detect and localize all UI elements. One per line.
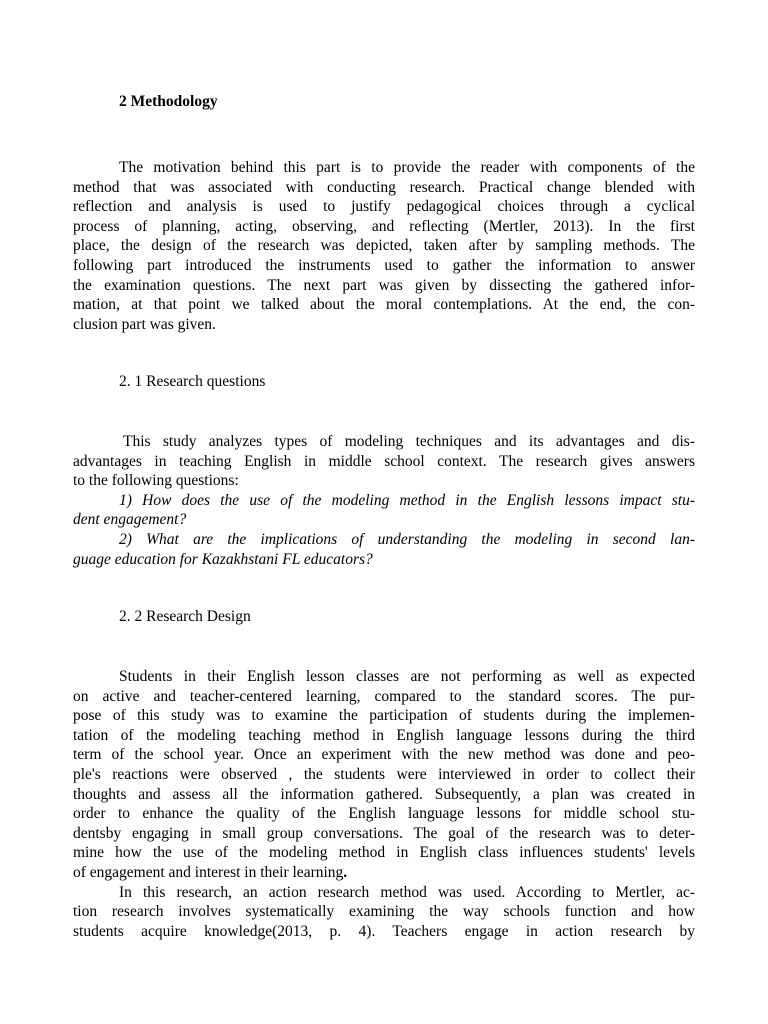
methodology-intro-paragraph: [73, 158, 695, 334]
text-line: place, the design of the research was depicted, taken after by sampling methods. The: [73, 237, 695, 255]
text-line: tation of the modeling teaching method in English language lessons during the third: [73, 726, 695, 744]
text-line: the examination questions. The next part was given by dissecting the gathered infor-: [73, 276, 695, 294]
text-line: on active and teacher-centered learning, compared to the standard scores. The pur-: [73, 687, 695, 705]
bold-period: .: [343, 863, 348, 881]
text-line: [73, 863, 695, 883]
research-design-heading: 2. 2 Research Design: [119, 608, 251, 625]
text-line: process of planning, acting, observing, and reflecting (Mertler, 2013). In the first: [73, 217, 695, 235]
text-line: term of the school year. Once an experiment with the new method was done and peo-: [73, 746, 695, 764]
text-line: method that was associated with conducting research. Practical change blended with: [73, 178, 695, 196]
research-design-paragraph: [73, 667, 695, 941]
question-1-line: 1) How does the use of the modeling method in the English lessons impact stu-: [119, 491, 695, 509]
text-line: In this research, an action research method was used. According to Mertler, ac-: [119, 883, 695, 901]
text-line: following part introduced the instruments used to gather the information to answer: [73, 256, 695, 274]
text-line: The motivation behind this part is to provide the reader with components of the: [119, 159, 695, 176]
question-2-line: guage education for Kazakhstani FL educators?: [73, 550, 373, 568]
text-line: reflection and analysis is used to justify pedagogical choices through a cyclical: [73, 198, 695, 216]
research-questions-paragraph: [73, 432, 695, 569]
text-line: to the following questions:: [73, 472, 239, 490]
text-line: clusion part was given.: [73, 315, 216, 333]
text-line: order to enhance the quality of the English language lessons for middle school stu-: [73, 805, 695, 823]
text-fragment: of engagement and interest in their learning: [73, 863, 344, 881]
question-1-line: dent engagement?: [73, 511, 187, 529]
text-line: thoughts and assess all the information gathered. Subsequently, a plan was created in: [73, 785, 695, 803]
text-line: dentsby engaging in small group conversations. The goal of the research was to deter-: [73, 824, 695, 842]
text-line: This study analyzes types of modeling techniques and its advantages and dis-: [123, 433, 695, 450]
research-questions-heading: 2. 1 Research questions: [119, 373, 266, 390]
text-line: ple's reactions were observed , the students were interviewed in order to collect their: [73, 765, 695, 783]
section-title: 2 Methodology: [119, 93, 218, 110]
text-line: pose of this study was to examine the participation of students during the implemen-: [73, 707, 695, 725]
question-2-line: 2) What are the implications of understanding the modeling in second lan-: [119, 530, 695, 548]
text-line: mation, at that point we talked about the moral contemplations. At the end, the con-: [73, 296, 695, 314]
text-line: mine how the use of the modeling method in English class influences students' levels: [73, 844, 695, 862]
text-line: Students in their English lesson classes are not performing as well as expected: [119, 668, 695, 685]
text-line: advantages in teaching English in middle school context. The research gives answers: [73, 452, 695, 470]
text-line: students acquire knowledge(2013, p. 4). Teachers engage in action research by: [73, 922, 695, 940]
text-line: tion research involves systematically examining the way schools function and how: [73, 903, 695, 921]
